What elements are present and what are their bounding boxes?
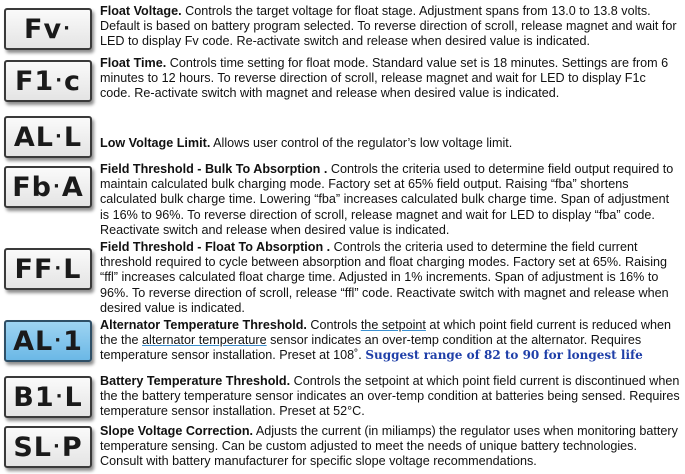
description [100,240,680,316]
description: Alternator Temperature Threshold. Controls the setpoint at which point field current is reduced when the the alternator temperature sensor indicates an over-temp condition at the alternator. Requires temperature sensor installation. Preset at 108˚. Suggest range of 82 to 90 for longest life [100,318,671,363]
description [100,136,680,151]
description [100,424,680,470]
setting-body: Controls the criteria used to determine field output required to maintain calculated bulk charging mode. Factory set at 65% field output. Raising “fba” shortens calculated bulk charge time. Lowering “fba” increases calculated bulk charge time. Span of adjustment is 16% to 96%. To reverse direction of scroll, release magnet and wait for LED to display “fba” code. Reactivate switch and release when desired value is indicated. [100,162,674,237]
setting-title: Float Time. [100,56,167,70]
description [100,162,680,238]
led-code-fv: Fv · [4,8,92,50]
range-note: Suggest range of 82 to 90 for longest life [365,348,643,363]
setting-title: Low Voltage Limit. [100,136,211,150]
led-code-ffl: FF · L [4,248,92,290]
setting-body: Allows user control of the regulator’s low voltage limit. [210,136,513,150]
setting-body: Controls time setting for float mode. Standard value set is 18 minutes. Settings are from 6 minutes to 12 hours. To reverse direction of scroll, release magnet and wait for LED to display F1c code. Re-activate switch with magnet and release when desired value is indicated. [100,56,669,101]
led-code-b1l: B1 · L [4,376,92,418]
underlined-alternator-temperature: alternator temperature [142,333,267,348]
underlined-setpoint: the setpoint [360,318,426,332]
led-code-fba: Fb · A [4,166,92,208]
setting-body: Controls the setpoint at which point field current is discontinued when the the battery temperature sensor indicates an over-temp condition at batteries being sensed. Requires temperature sensor installation. Preset at 52°C. [100,374,680,419]
description [100,56,680,102]
setting-body: Controls the target voltage for float stage. Adjustment spans from 13.0 to 13.8 volts. Default is based on battery program selected. To reverse direction of scroll, release magnet and wait for LED to display Fv code. Re-activate switch and release when desired value is indicated. [100,4,677,49]
description [100,374,680,420]
setting-title: Slope Voltage Correction. [100,424,254,438]
setting-title: Alternator Temperature Threshold. [100,318,307,332]
setting-title: Field Threshold - Bulk To Absorption . [100,162,328,176]
led-code-al1: AL · 1 [4,320,92,362]
setting-body: Controls the criteria used to determine the field current threshold required to cycle between absorption and float charging modes. Factory set at 65%. Raising “ffl” increases calculated float charge time. Adjusted in 1% increments. Span of adjustment is 16% to 96%. To reverse direction of scroll, release “ffl” code. Reactivate switch with magnet and release when desired value is indicated. [100,240,669,315]
setting-title: Float Voltage. [100,4,182,18]
led-code-slp: SL · P [4,426,92,468]
led-code-f1c: F1 · c [4,60,92,102]
setting-title: Field Threshold - Float To Absorption . [100,240,331,254]
setting-title: Battery Temperature Threshold. [100,374,291,388]
setting-body: Adjusts the current (in miliamps) the regulator uses when monitoring battery temperature sensing. Can be custom adjusted to meet the needs of unique battery technologies. Consult with battery manufacturer for specific slope voltage recommendations. [100,424,678,469]
led-code-all: AL · L [4,116,92,158]
description [100,4,680,50]
